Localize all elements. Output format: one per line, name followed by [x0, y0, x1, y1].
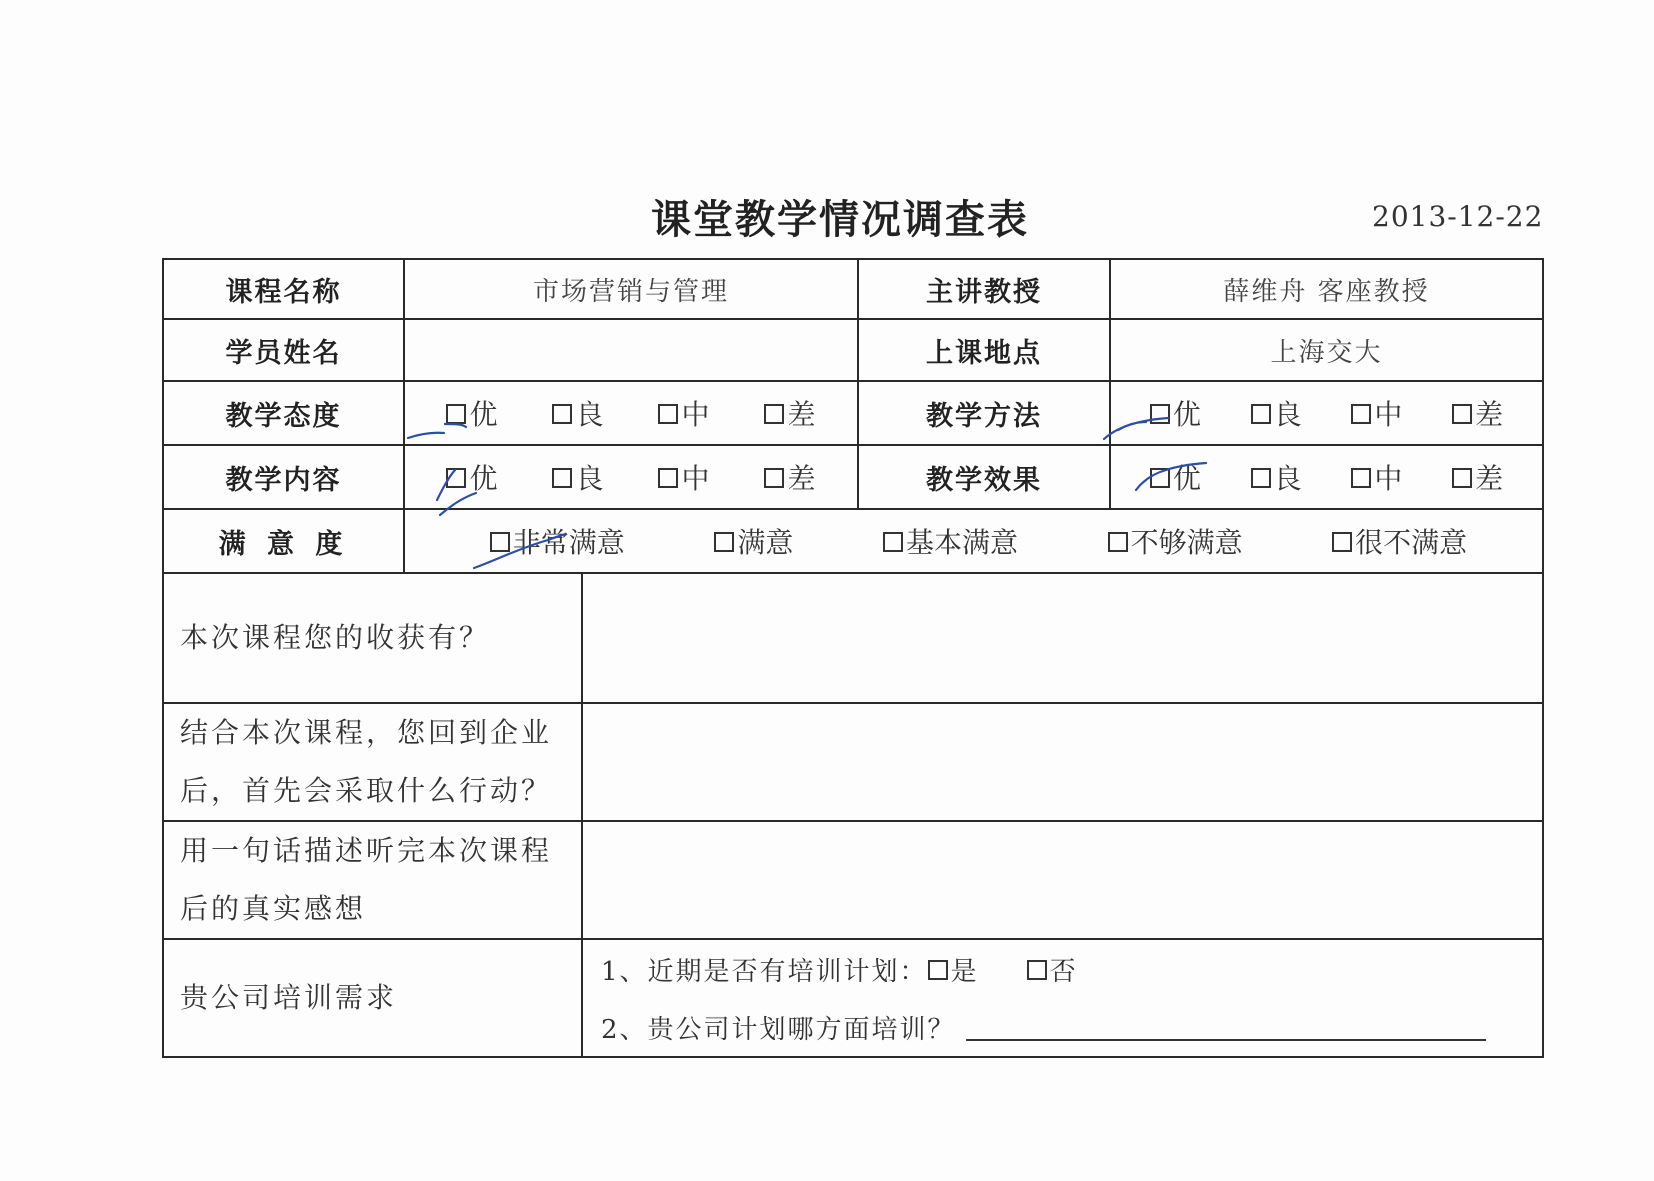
needs-q2: 2、贵公司计划哪方面培训？	[583, 998, 1542, 1056]
satisfaction-options	[404, 509, 1543, 573]
row-action	[163, 703, 1543, 821]
content-option-fair[interactable]: 中	[658, 457, 709, 497]
course-name-value[interactable]: 市场营销与管理	[404, 259, 858, 319]
content-option-excellent[interactable]: 优	[446, 457, 497, 497]
effect-options	[1110, 445, 1543, 509]
checkbox-icon[interactable]	[1150, 404, 1170, 424]
effect-label: 教学效果	[858, 445, 1110, 509]
action-question-line1: 结合本次课程，您回到企业	[180, 716, 553, 749]
action-question	[163, 703, 582, 821]
checkbox-icon[interactable]	[1351, 468, 1371, 488]
feeling-question	[163, 821, 582, 939]
effect-option-excellent[interactable]: 优	[1150, 457, 1201, 497]
gain-question-text: 本次课程您的收获有？	[180, 621, 491, 654]
lecturer-label: 主讲教授	[858, 259, 1110, 319]
attitude-option-fair[interactable]: 中	[658, 393, 709, 433]
method-option-good[interactable]: 良	[1251, 393, 1302, 433]
feeling-question-line1: 用一句话描述听完本次课程	[180, 834, 553, 867]
method-label: 教学方法	[858, 381, 1110, 445]
row-attitude-method	[163, 381, 1543, 445]
gain-answer[interactable]	[582, 573, 1543, 703]
location-value[interactable]: 上海交大	[1110, 319, 1543, 381]
attitude-option-good[interactable]: 良	[552, 393, 603, 433]
row-course	[163, 259, 1543, 319]
feeling-answer[interactable]	[582, 821, 1543, 939]
survey-table	[162, 258, 1544, 1058]
needs-q2-blank[interactable]	[966, 1013, 1486, 1041]
needs-label: 贵公司培训需求	[180, 981, 398, 1014]
checkbox-icon[interactable]	[1251, 404, 1271, 424]
checkbox-icon[interactable]	[658, 404, 678, 424]
method-options	[1110, 381, 1543, 445]
checkbox-icon[interactable]	[490, 532, 510, 552]
checkbox-icon[interactable]	[1452, 468, 1472, 488]
attitude-options	[404, 381, 858, 445]
satisfaction-label: 满 意 度	[163, 509, 404, 573]
needs-answer	[582, 939, 1543, 1057]
checkbox-icon[interactable]	[1251, 468, 1271, 488]
satisfaction-satisfied[interactable]: 满意	[714, 521, 793, 561]
checkbox-icon[interactable]	[764, 468, 784, 488]
method-option-fair[interactable]: 中	[1351, 393, 1402, 433]
content-label: 教学内容	[163, 445, 404, 509]
gain-question	[163, 573, 582, 703]
needs-no-option[interactable]: 否	[1027, 951, 1078, 988]
row-content-effect	[163, 445, 1543, 509]
effect-option-good[interactable]: 良	[1251, 457, 1302, 497]
row-feeling	[163, 821, 1543, 939]
needs-yes-option[interactable]: 是	[928, 951, 979, 988]
page-title: 课堂教学情况调查表	[651, 197, 1029, 243]
checkbox-icon[interactable]	[658, 468, 678, 488]
location-label: 上课地点	[858, 319, 1110, 381]
checkbox-icon[interactable]	[1027, 960, 1047, 980]
action-answer[interactable]	[582, 703, 1543, 821]
method-option-excellent[interactable]: 优	[1150, 393, 1201, 433]
checkbox-icon[interactable]	[764, 404, 784, 424]
checkbox-icon[interactable]	[1150, 468, 1170, 488]
feeling-question-line2: 后的真实感想	[180, 892, 367, 925]
attitude-option-poor[interactable]: 差	[764, 393, 815, 433]
row-student	[163, 319, 1543, 381]
content-option-good[interactable]: 良	[552, 457, 603, 497]
attitude-option-excellent[interactable]: 优	[446, 393, 497, 433]
needs-label-cell	[163, 939, 582, 1057]
course-name-label: 课程名称	[163, 259, 404, 319]
satisfaction-very-satisfied[interactable]: 非常满意	[490, 521, 625, 561]
checkbox-icon[interactable]	[552, 468, 572, 488]
needs-q1: 1、近期是否有培训计划： 是 否	[583, 940, 1542, 998]
checkbox-icon[interactable]	[1332, 532, 1352, 552]
checkbox-icon[interactable]	[552, 404, 572, 424]
form-date: 2013-12-22	[1372, 200, 1544, 233]
satisfaction-very-unsatisfied[interactable]: 很不满意	[1332, 521, 1467, 561]
checkbox-icon[interactable]	[1351, 404, 1371, 424]
checkbox-icon[interactable]	[714, 532, 734, 552]
content-option-poor[interactable]: 差	[764, 457, 815, 497]
row-needs	[163, 939, 1543, 1057]
lecturer-value[interactable]: 薛维舟 客座教授	[1110, 259, 1543, 319]
method-option-poor[interactable]: 差	[1452, 393, 1503, 433]
action-question-line2: 后，首先会采取什么行动？	[180, 774, 553, 807]
checkbox-icon[interactable]	[928, 960, 948, 980]
checkbox-icon[interactable]	[446, 468, 466, 488]
student-name-field[interactable]	[404, 319, 858, 381]
student-name-label: 学员姓名	[163, 319, 404, 381]
row-gain	[163, 573, 1543, 703]
checkbox-icon[interactable]	[1452, 404, 1472, 424]
effect-option-fair[interactable]: 中	[1351, 457, 1402, 497]
satisfaction-not-enough[interactable]: 不够满意	[1108, 521, 1243, 561]
satisfaction-basically[interactable]: 基本满意	[883, 521, 1018, 561]
effect-option-poor[interactable]: 差	[1452, 457, 1503, 497]
attitude-label: 教学态度	[163, 381, 404, 445]
checkbox-icon[interactable]	[446, 404, 466, 424]
content-options	[404, 445, 858, 509]
checkbox-icon[interactable]	[1108, 532, 1128, 552]
row-satisfaction	[163, 509, 1543, 573]
checkbox-icon[interactable]	[883, 532, 903, 552]
